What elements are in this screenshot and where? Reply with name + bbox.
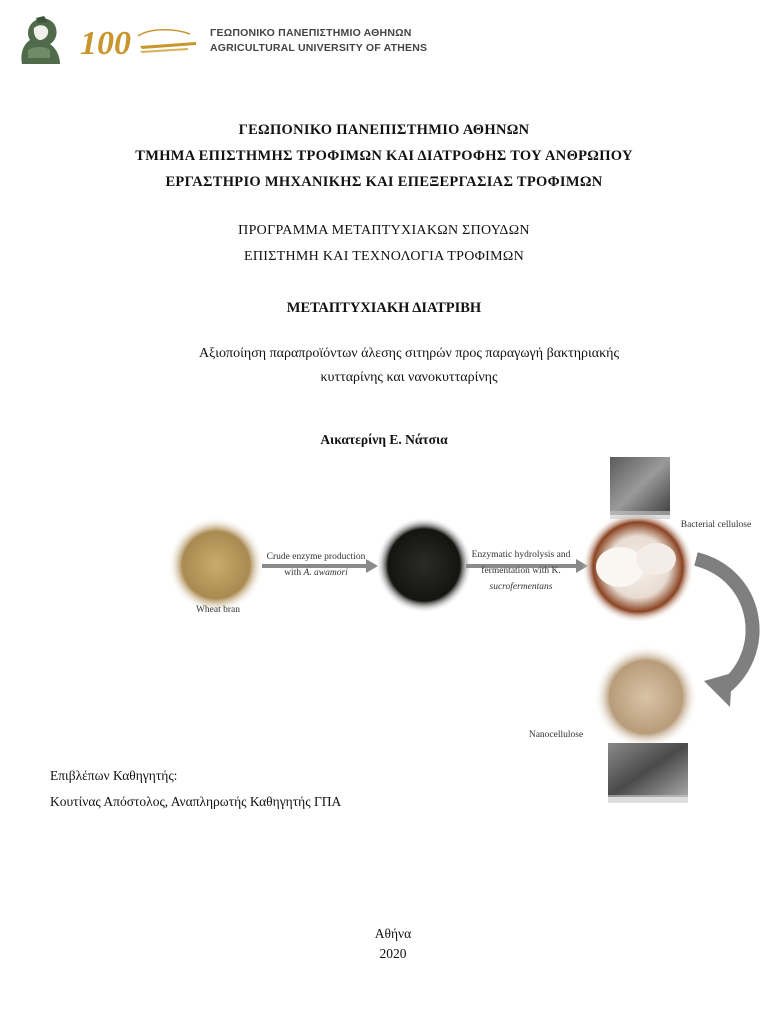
step-2-line-3 xyxy=(460,579,582,595)
thesis-title-line-1: Αξιοποίηση παραπροϊόντων άλεσης σιτηρών προς παραγωγή βακτηριακής xyxy=(198,346,620,361)
athena-emblem-icon xyxy=(14,14,64,66)
centenary-logo xyxy=(78,22,198,62)
university-heading: ΓΕΩΠΟΝΙΚΟ ΠΑΝΕΠΙΣΤΗΜΙΟ ΑΘΗΝΩΝ xyxy=(238,122,530,138)
process-diagram-graphic xyxy=(160,455,768,815)
nanocellulose-label: Nanocellulose xyxy=(528,730,584,740)
step-1-label xyxy=(256,549,376,581)
process-diagram xyxy=(160,455,768,815)
step-1-line-2 xyxy=(256,565,376,581)
step-1-species: A. awamori xyxy=(303,568,348,578)
university-name-block xyxy=(210,26,427,56)
footer xyxy=(0,924,768,964)
step-2-label xyxy=(460,547,582,595)
department-heading: ΤΜΗΜΑ ΕΠΙΣΤΗΜΗΣ ΤΡΟΦΙΜΩΝ ΚΑΙ ΔΙΑΤΡΟΦΗΣ ΤΟΥ ΑΝΘΡΩΠΟΥ xyxy=(135,148,633,164)
laboratory-heading: ΕΡΓΑΣΤΗΡΙΟ ΜΗΧΑΝΙΚΗΣ ΚΑΙ ΕΠΕΞΕΡΓΑΣΙΑΣ ΤΡΟΦΙΜΩΝ xyxy=(165,174,603,190)
university-name-english: AGRICULTURAL UNIVERSITY OF ATHENS xyxy=(210,42,428,54)
centenary-number: 100 xyxy=(80,25,131,62)
thesis-type: ΜΕΤΑΠΤΥΧΙΑΚΗ ΔΙΑΤΡΙΒΗ xyxy=(286,300,482,316)
thesis-title-line-2: κυτταρίνης και νανοκυτταρίνης xyxy=(320,370,498,385)
university-logo xyxy=(14,14,434,70)
step-2-line-2: fermentation with K. xyxy=(481,566,561,576)
program-line-1: ΠΡΟΓΡΑΜΜΑ ΜΕΤΑΠΤΥΧΙΑΚΩΝ ΣΠΟΥΔΩΝ xyxy=(238,223,530,238)
nanocellulose-image xyxy=(594,645,698,749)
step-1-line-1: Crude enzyme production xyxy=(266,552,366,562)
program-line-2: ΕΠΙΣΤΗΜΗ ΚΑΙ ΤΕΧΝΟΛΟΓΙΑ ΤΡΟΦΙΜΩΝ xyxy=(243,249,525,264)
step-2-line-1: Enzymatic hydrolysis and xyxy=(471,550,571,560)
supervisor-name: Κουτίνας Απόστολος, Αναπληρωτής Καθηγητής ΓΠΑ xyxy=(50,794,342,809)
step-1-with: with xyxy=(284,568,304,578)
curved-arrow-icon xyxy=(696,559,753,691)
bacterial-cellulose-label: Bacterial cellulose xyxy=(680,520,752,530)
supervisor-label: Επιβλέπων Καθηγητής: xyxy=(50,768,178,783)
university-name-greek: ΓΕΩΠΟΝΙΚΟ ΠΑΝΕΠΙΣΤΗΜΙΟ ΑΘΗΝΩΝ xyxy=(210,27,412,39)
bacterial-cellulose-sem-image xyxy=(610,457,670,515)
thesis-title xyxy=(0,342,768,390)
fermented-substrate-image xyxy=(376,517,472,613)
footer-city: Αθήνα xyxy=(374,926,412,941)
step-2-species: sucrofermentans xyxy=(489,582,553,592)
wheat-bran-image xyxy=(168,517,264,613)
wheat-bran-label: Wheat bran xyxy=(195,605,241,615)
author-name: Αικατερίνη Ε. Νάτσια xyxy=(320,432,448,447)
nanocellulose-sem-image xyxy=(608,743,688,797)
footer-year: 2020 xyxy=(379,946,407,961)
